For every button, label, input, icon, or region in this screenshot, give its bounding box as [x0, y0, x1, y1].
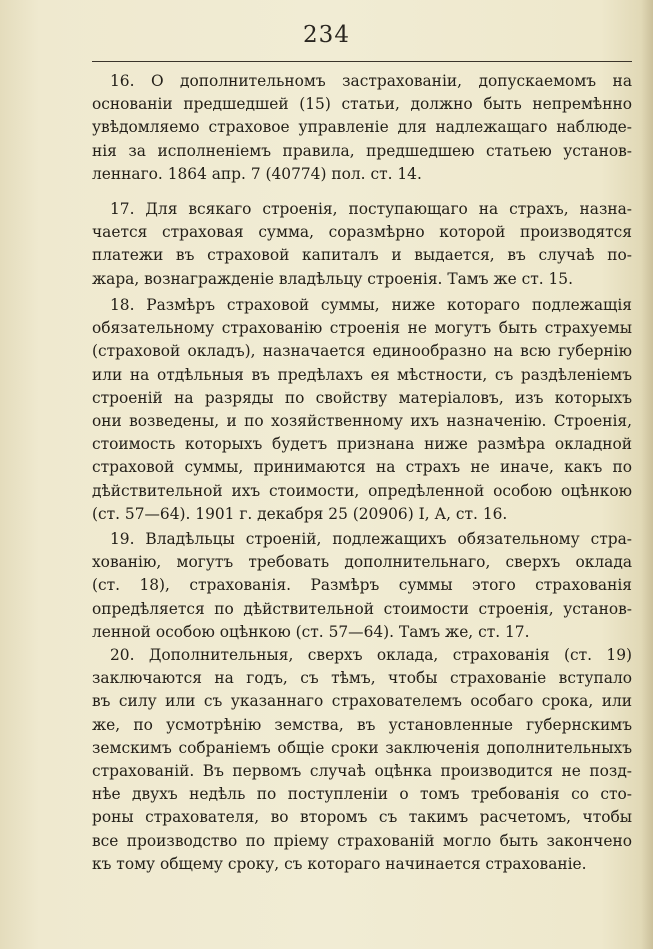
article-20: [92, 644, 632, 876]
text-line: роны страхователя, во второмъ съ такимъ расчетомъ, чтобы: [92, 808, 632, 827]
text-line: ленной особою оцѣнкою (ст. 57—64). Тамъ же, ст. 17.: [92, 622, 530, 641]
text-line: платежи въ страховой капиталъ и выдается, въ случаѣ по-: [92, 246, 632, 265]
text-line: леннаго. 1864 апр. 7 (40774) пол. ст. 14.: [92, 164, 422, 183]
header-rule: [92, 61, 632, 62]
text-line: все производство по пріему страхованій могло быть закончено: [92, 831, 632, 850]
text-line: заключаются на годъ, съ тѣмъ, чтобы страхованіе вступало: [92, 669, 632, 688]
text-line: земскимъ собраніемъ общіе сроки заключенія дополнительныхъ: [92, 738, 632, 757]
text-line: страховой суммы, принимаются на страхъ не иначе, какъ по: [92, 458, 632, 477]
text-line: въ силу или съ указаннаго страхователемъ особаго срока, или: [92, 692, 632, 711]
text-line: они возведены, и по хозяйственному ихъ назначенію. Строенія,: [92, 411, 632, 430]
article-17: [92, 198, 632, 291]
article-19: [92, 528, 632, 644]
page-number: 234: [303, 22, 350, 48]
article-16: [92, 70, 632, 186]
page-edge-shadow: [641, 0, 653, 949]
text-line: нѣе двухъ недѣль по поступленіи о томъ требованія со сто-: [92, 785, 632, 804]
text-line: дѣйствительной ихъ стоимости, опредѣленной особою оцѣнкою: [92, 481, 632, 500]
text-line: нія за исполненіемъ правила, предшедшею статьею установ-: [92, 141, 632, 160]
text-line: хованію, могутъ требовать дополнительнаго, сверхъ оклада: [92, 553, 632, 572]
text-line: 19. Владѣльцы строеній, подлежащихъ обязательному стра-: [110, 530, 632, 548]
text-line: опредѣляется по дѣйствительной стоимости строенія, установ-: [92, 599, 632, 618]
article-18: [92, 294, 632, 526]
text-line: (ст. 57—64). 1901 г. декабря 25 (20906) I, А, ст. 16.: [92, 504, 508, 523]
text-line: страхованій. Въ первомъ случаѣ оцѣнка производится не позд-: [92, 761, 632, 780]
text-line: 18. Размѣръ страховой суммы, ниже котораго подлежащія: [110, 296, 632, 314]
text-line: (ст. 18), страхованія. Размѣръ суммы этого страхованія: [92, 576, 632, 595]
text-line: къ тому общему сроку, съ котораго начинается страхованіе.: [92, 854, 587, 873]
text-line: стоимость которыхъ будетъ признана ниже размѣра окладной: [92, 435, 632, 454]
text-line: чается страховая сумма, соразмѣрно которой производятся: [92, 223, 632, 242]
text-line: увѣдомляемо страховое управленіе для надлежащаго наблюде-: [92, 118, 632, 137]
text-line: 17. Для всякаго строенія, поступающаго на страхъ, назна-: [110, 200, 632, 218]
text-line: обязательному страхованію строенія не могутъ быть страхуемы: [92, 319, 632, 338]
text-line: строеній на разряды по свойству матеріаловъ, изъ которыхъ: [92, 388, 632, 407]
text-line: или на отдѣльныя въ предѣлахъ ея мѣстности, съ раздѣленіемъ: [92, 365, 632, 384]
text-line: 20. Дополнительныя, сверхъ оклада, страхованія (ст. 19): [110, 646, 632, 664]
text-line: основаніи предшедшей (15) статьи, должно быть непремѣнно: [92, 95, 632, 114]
text-line: 16. О дополнительномъ застрахованіи, допускаемомъ на: [110, 72, 632, 90]
text-line: (страховой окладъ), назначается единообразно на всю губернію: [92, 342, 632, 361]
text-line: же, по усмотрѣнію земства, въ установленные губернскимъ: [92, 715, 632, 734]
text-line: жара, вознагражденіе владѣльцу строенія. Тамъ же ст. 15.: [92, 269, 573, 288]
